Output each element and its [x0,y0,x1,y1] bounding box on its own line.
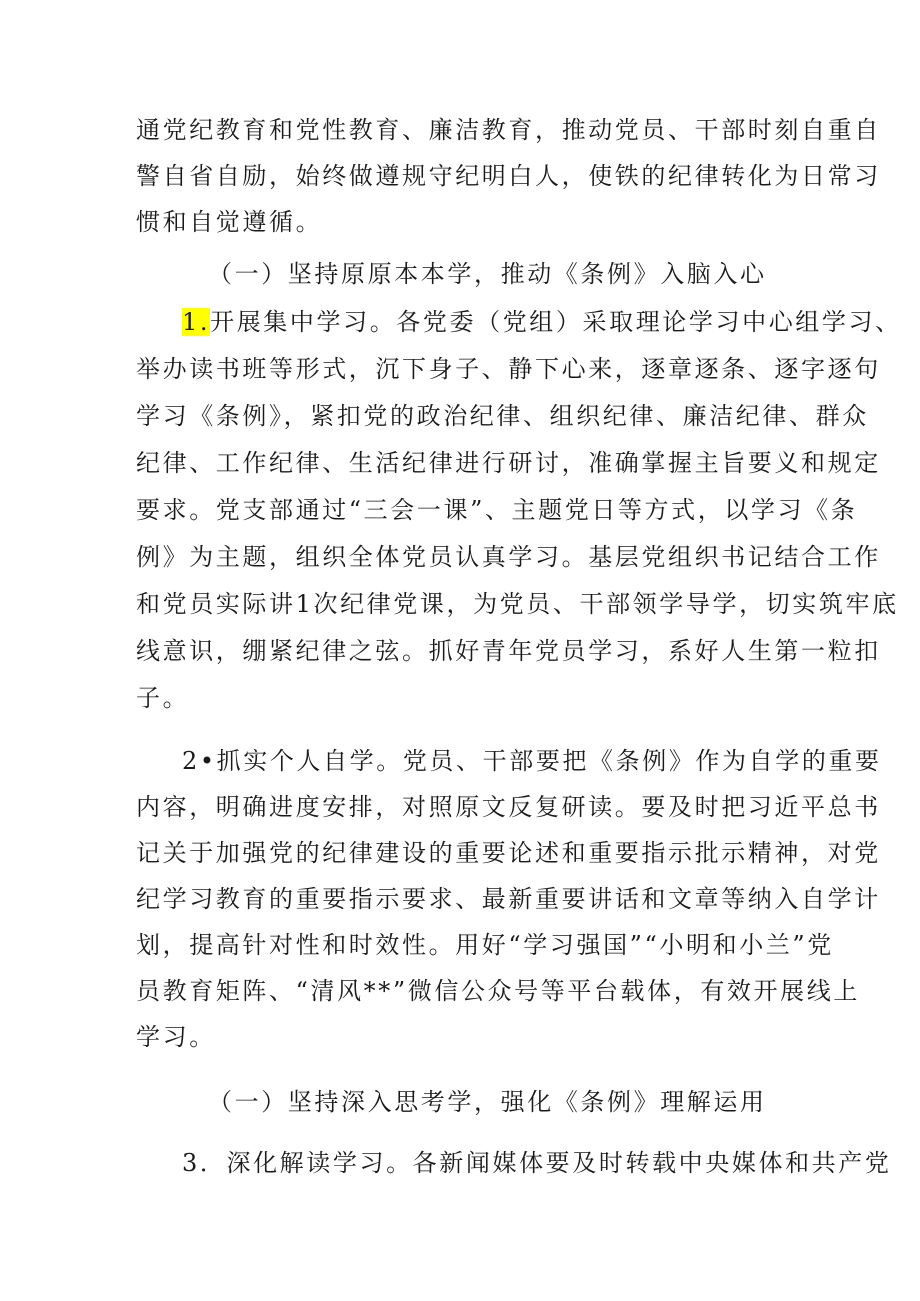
paragraph-line: 通党纪教育和党性教育、廉洁教育，推动党员、干部时刻自重自 [136,116,881,144]
paragraph-line: 2•抓实个人自学。党员、干部要把《条例》作为自学的重要 [182,747,882,775]
paragraph-line: 要求。党支部通过“三会一课”、主题党日等方式，以学习《条 [136,496,858,524]
paragraph-line: 员教育矩阵、“清风**”微信公众号等平台载体，有效开展线上 [136,977,860,1005]
paragraph-line: 学习。 [136,1023,216,1051]
section-heading: （一）坚持深入思考学，强化《条例》理解运用 [208,1088,767,1116]
paragraph-line: 划，提高针对性和时效性。用好“学习强国”“小明和小兰”党 [136,931,834,959]
paragraph-line: 举办读书班等形式，沉下身子、静下心来，逐章逐条、逐字逐句 [136,355,881,383]
paragraph-line [182,299,902,346]
paragraph-line: 记关于加强党的纪律建设的重要论述和重要指示批示精神，对党 [136,839,881,867]
paragraph-text: 开展集中学习。各党委（党组）采取理论学习中心组学习、 [210,308,902,336]
highlighted-item-number: 1. [182,308,211,336]
paragraph-line: 纪律、工作纪律、生活纪律进行研讨，准确掌握主旨要义和规定 [136,449,881,477]
paragraph-line: 惯和自觉遵循。 [136,208,323,236]
paragraph-line: 学习《条例》，紧扣党的政治纪律、组织纪律、廉洁纪律、群众 [136,402,869,430]
paragraph-line: 子。 [136,684,190,712]
paragraph-line: 警自省自励，始终做遵规守纪明白人，使铁的纪律转化为日常习 [136,162,881,190]
paragraph-line: 纪学习教育的重要指示要求、最新重要讲话和文章等纳入自学计 [136,885,881,913]
paragraph-line: 线意识，绷紧纪律之弦。抓好青年党员学习，系好人生第一粒扣 [136,637,881,665]
paragraph-line: 内容，明确进度安排，对照原文反复研读。要及时把习近平总书 [136,793,881,821]
paragraph-line: 和党员实际讲1次纪律党课，为党员、干部领学导学，切实筑牢底 [136,590,899,618]
paragraph-line: 例》为主题，组织全体党员认真学习。基层党组织书记结合工作 [136,543,881,571]
paragraph-line: 3．深化解读学习。各新闻媒体要及时转载中央媒体和共产党 [182,1149,892,1177]
section-heading: （一）坚持原原本本学，推动《条例》入脑入心 [208,260,767,288]
